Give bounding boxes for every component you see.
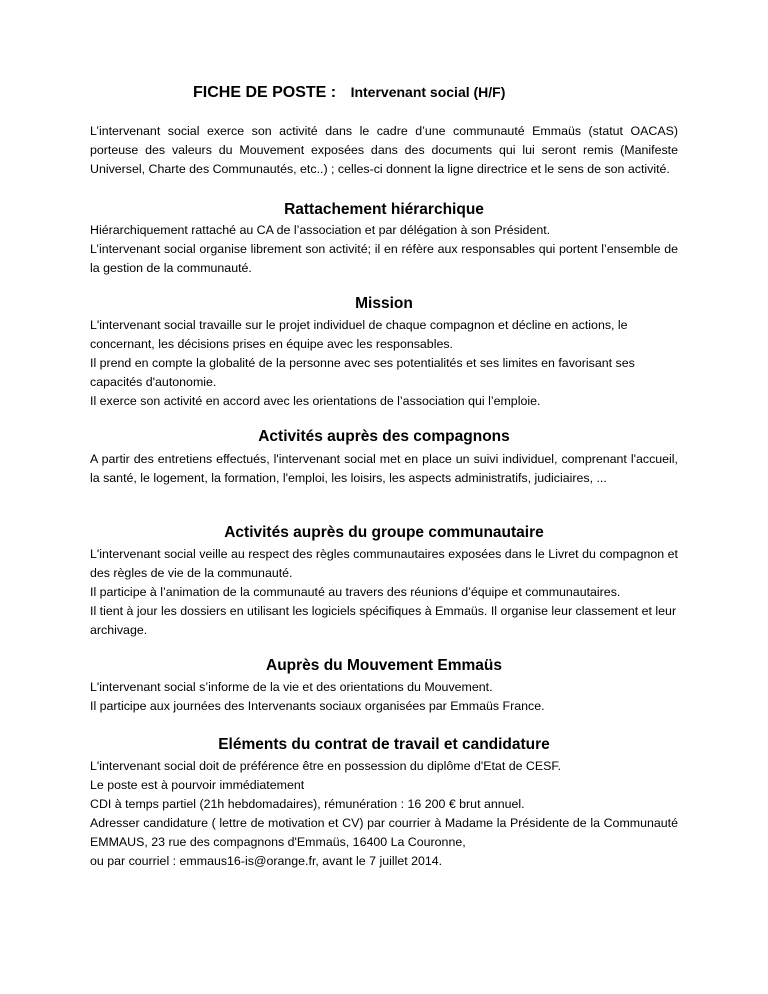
paragraph: Il participe aux journées des Intervenants sociaux organisées par Emmaüs France. <box>90 699 545 713</box>
paragraph: CDI à temps partiel (21h hebdomadaires), rémunération : 16 200 € brut annuel. <box>90 797 525 811</box>
paragraph: L'intervenant social veille au respect des règles communautaires exposées dans le Livret du compagnon et des règles de vie de la communauté. <box>90 547 678 580</box>
paragraph: Il tient à jour les dossiers en utilisant les logiciels spécifiques à Emmaüs. Il organise leur classement et leur archivage. <box>90 604 677 637</box>
heading-contrat: Eléments du contrat de travail et candidature <box>218 736 550 753</box>
paragraph: L'intervenant social s’informe de la vie et des orientations du Mouvement. <box>90 680 493 694</box>
intro-paragraph <box>90 122 678 179</box>
paragraph: L'intervenant social doit de préférence être en possession du diplôme d'Etat de CESF. <box>90 759 562 773</box>
section-compagnons <box>90 450 678 488</box>
heading-rattachement: Rattachement hiérarchique <box>284 201 484 218</box>
section-mouvement <box>90 678 678 716</box>
title-label: FICHE DE POSTE : <box>193 84 337 101</box>
heading-mouvement: Auprès du Mouvement Emmaüs <box>266 657 502 674</box>
section-mission <box>90 316 678 411</box>
heading-mission: Mission <box>355 295 413 312</box>
paragraph: Hiérarchiquement rattaché au CA de l’association et par délégation à son Président. <box>90 223 551 237</box>
paragraph: A partir des entretiens effectués, l'intervenant social met en place un suivi individuel, comprenant l'accueil, la santé, le logement, la formation, l'emploi, les loisirs, les aspects administratifs, judiciaires, ... <box>90 452 678 485</box>
section-rattachement <box>90 221 678 278</box>
paragraph: Adresser candidature ( lettre de motivation et CV) par courrier à Madame la Présidente de la Communauté EMMAUS, 23 rue des compagnons d'Emmaüs, 16400 La Couronne, <box>90 816 678 849</box>
heading-compagnons: Activités auprès des compagnons <box>258 428 510 445</box>
paragraph: Il prend en compte la globalité de la personne avec ses potentialités et ses limites en favorisant ses capacités d'autonomie. <box>90 356 635 389</box>
paragraph: ou par courriel : emmaus16-is@orange.fr, avant le 7 juillet 2014. <box>90 854 443 868</box>
paragraph: Il exerce son activité en accord avec les orientations de l’association qui l’emploie. <box>90 394 541 408</box>
intro-text: L’intervenant social exerce son activité dans le cadre d’une communauté Emmaüs (statut OACAS) porteuse des valeurs du Mouvement exposées dans des documents qui lui seront remis (Manifeste Universel, Charte des Communautés, etc..) ; celles-ci donnent la ligne directrice et le sens de son activité. <box>90 124 678 176</box>
title-subtitle: Intervenant social (H/F) <box>350 84 506 100</box>
paragraph: L'intervenant social travaille sur le projet individuel de chaque compagnon et décline en actions, le concernant, les décisions prises en équipe avec les responsables. <box>90 318 628 351</box>
paragraph: Le poste est à pourvoir immédiatement <box>90 778 305 792</box>
paragraph: L’intervenant social organise librement son activité; il en réfère aux responsables qui portent l’ensemble de la gestion de la communauté. <box>90 242 678 275</box>
heading-groupe: Activités auprès du groupe communautaire <box>224 524 544 541</box>
paragraph: Il participe à l’animation de la communauté au travers des réunions d’équipe et communautaires. <box>90 585 621 599</box>
section-contrat <box>90 757 678 871</box>
page-title <box>193 84 505 102</box>
section-groupe <box>90 545 678 640</box>
